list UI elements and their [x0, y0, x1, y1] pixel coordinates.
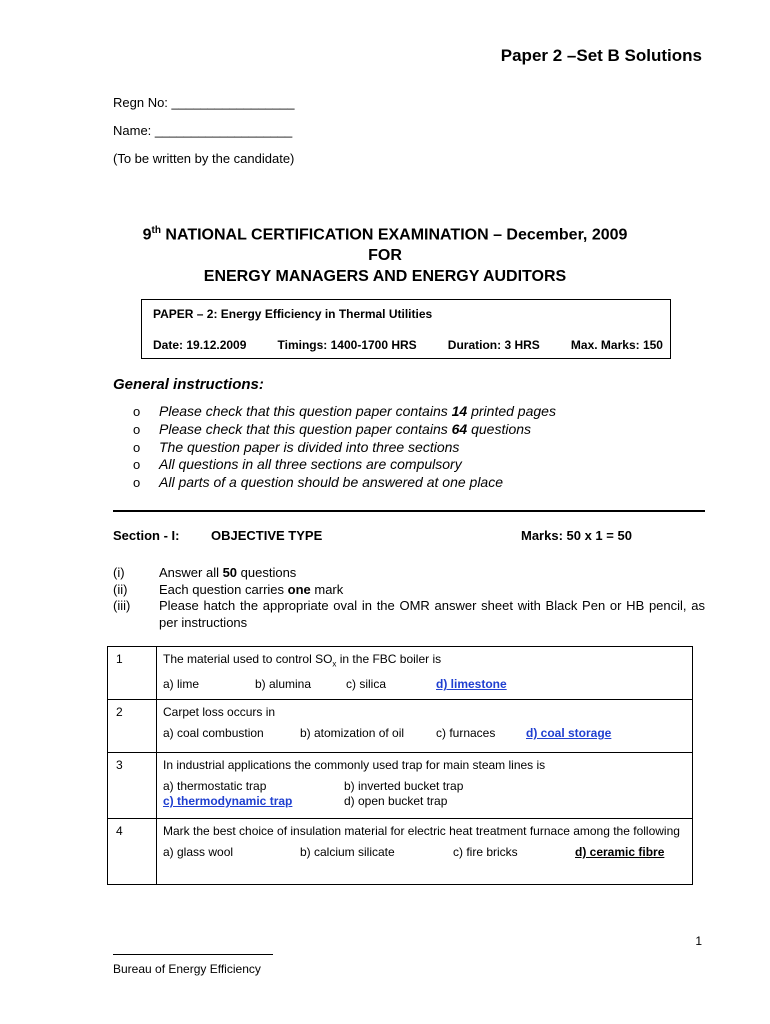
- instruction-text: Please hatch the appropriate oval in the OMR answer sheet with Black Pen or HB pencil, as per instructions: [159, 598, 705, 630]
- question-text: In industrial applications the commonly used trap for main steam lines is: [163, 758, 546, 772]
- exam-title-line: [0, 220, 770, 245]
- instruction-text: Please check that this question paper contains: [159, 403, 452, 419]
- section-marks: Marks: 50 x 1 = 50: [521, 528, 632, 543]
- instruction-text-end: printed pages: [467, 403, 556, 419]
- instruction-bold: 14: [451, 403, 468, 419]
- question-row: [108, 700, 693, 753]
- option-a: a) lime: [163, 677, 200, 692]
- option-b: b) alumina: [255, 677, 312, 692]
- option-d-correct-answer: d) coal storage: [526, 726, 612, 740]
- exam-duration: Duration: 3 HRS: [447, 338, 540, 352]
- section-type: OBJECTIVE TYPE: [211, 528, 323, 543]
- option-a: a) coal combustion: [163, 726, 264, 740]
- paper-title: Paper 2 –Set B Solutions: [500, 46, 702, 65]
- general-instruction-item: [133, 474, 556, 492]
- option-c: c) silica: [346, 677, 387, 692]
- general-instruction-item: [133, 403, 556, 421]
- option-c-correct-answer: c) thermodynamic trap: [163, 794, 293, 808]
- candidate-note: (To be written by the candidate): [113, 151, 295, 166]
- question-text: The material used to control $SO_x$ in the FBC boiler is: [163, 652, 442, 669]
- instruction-text: All questions in all three sections are compulsory: [159, 456, 462, 473]
- bullet-icon: o: [133, 404, 141, 419]
- question-options: [157, 839, 692, 863]
- question-text: Mark the best choice of insulation material for electric heat treatment furnace among the following: [163, 824, 680, 838]
- exam-heading: [0, 220, 770, 287]
- question-options: [157, 720, 692, 744]
- paper-details-row: [153, 338, 663, 352]
- option-d-correct-answer: d) ceramic fibre: [575, 845, 665, 859]
- registration-number-line: Regn No: _________________: [113, 95, 295, 110]
- bullet-icon: o: [133, 475, 141, 491]
- general-instruction-item: [133, 421, 556, 439]
- instruction-bold: 64: [451, 420, 468, 437]
- section-instructions: [113, 565, 705, 631]
- instruction-text: Answer all 50 questions: [159, 565, 297, 580]
- section-label: Section - I:: [113, 528, 180, 543]
- exam-title-audience: ENERGY MANAGERS AND ENERGY AUDITORS: [203, 268, 567, 286]
- question-number: 4: [108, 819, 157, 885]
- bullet-icon: o: [133, 421, 141, 437]
- question-number: 1: [108, 647, 157, 700]
- exam-title-for: FOR: [368, 247, 402, 265]
- instruction-text-end: questions: [467, 420, 532, 437]
- bullet-icon: o: [133, 439, 141, 455]
- question-row: [108, 819, 693, 885]
- option-c: c) fire bricks: [453, 845, 518, 859]
- general-instruction-item: [133, 456, 556, 474]
- exam-timings: Timings: 1400-1700 HRS: [277, 338, 417, 352]
- instruction-text: Please check that this question paper contains: [159, 420, 452, 437]
- general-instructions-list: [133, 403, 556, 492]
- question-row: [108, 753, 693, 819]
- instruction-text: Each question carries one mark: [159, 581, 344, 597]
- instruction-text: All parts of a question should be answered at one place: [159, 474, 504, 491]
- candidate-name-line: Name: ___________________: [113, 123, 293, 138]
- question-text: Carpet loss occurs in: [163, 705, 276, 719]
- question-number: 2: [108, 700, 157, 753]
- general-instructions-title: General instructions:: [113, 376, 264, 393]
- questions-table: [107, 646, 693, 885]
- option-b: b) atomization of oil: [300, 726, 405, 740]
- question-cell: [157, 819, 693, 885]
- question-cell: [157, 647, 693, 700]
- exam-title: NATIONAL CERTIFICATION EXAMINATION – December, 2009: [160, 226, 628, 244]
- exam-max-marks: Max. Marks: 150: [570, 338, 663, 352]
- instruction-number: (iii): [113, 598, 131, 613]
- exam-ordinal-suffix: th: [151, 225, 161, 236]
- option-d: d) open bucket trap: [344, 794, 448, 808]
- section-instruction-item: [113, 582, 705, 599]
- question-cell: [157, 753, 693, 819]
- exam-ordinal: 9: [142, 226, 152, 244]
- section-divider: [113, 510, 705, 512]
- instruction-number: (ii): [113, 581, 128, 597]
- question-options: [157, 779, 692, 809]
- option-c: c) furnaces: [436, 726, 496, 740]
- exam-date: Date: 19.12.2009: [153, 338, 247, 352]
- option-b: b) inverted bucket trap: [344, 779, 464, 793]
- option-b: b) calcium silicate: [300, 845, 395, 859]
- paper-details-box: [141, 299, 671, 359]
- question-options: [157, 671, 692, 695]
- footer-divider: [113, 954, 273, 955]
- option-a: a) glass wool: [163, 845, 234, 859]
- page-number: 1: [695, 934, 702, 948]
- footer-organization: Bureau of Energy Efficiency: [113, 962, 261, 976]
- paper-name: PAPER – 2: Energy Efficiency in Thermal Utilities: [153, 307, 433, 321]
- instruction-number: (i): [113, 565, 125, 580]
- general-instruction-item: [133, 439, 556, 457]
- option-a: a) thermostatic trap: [163, 779, 267, 793]
- section-instruction-item: [113, 565, 705, 582]
- question-row: [108, 647, 693, 700]
- question-number: 3: [108, 753, 157, 819]
- section-instruction-item: [113, 598, 705, 631]
- bullet-icon: o: [133, 457, 141, 473]
- question-cell: [157, 700, 693, 753]
- option-d-correct-answer: d) limestone: [436, 677, 507, 692]
- instruction-text: The question paper is divided into three sections: [159, 438, 460, 455]
